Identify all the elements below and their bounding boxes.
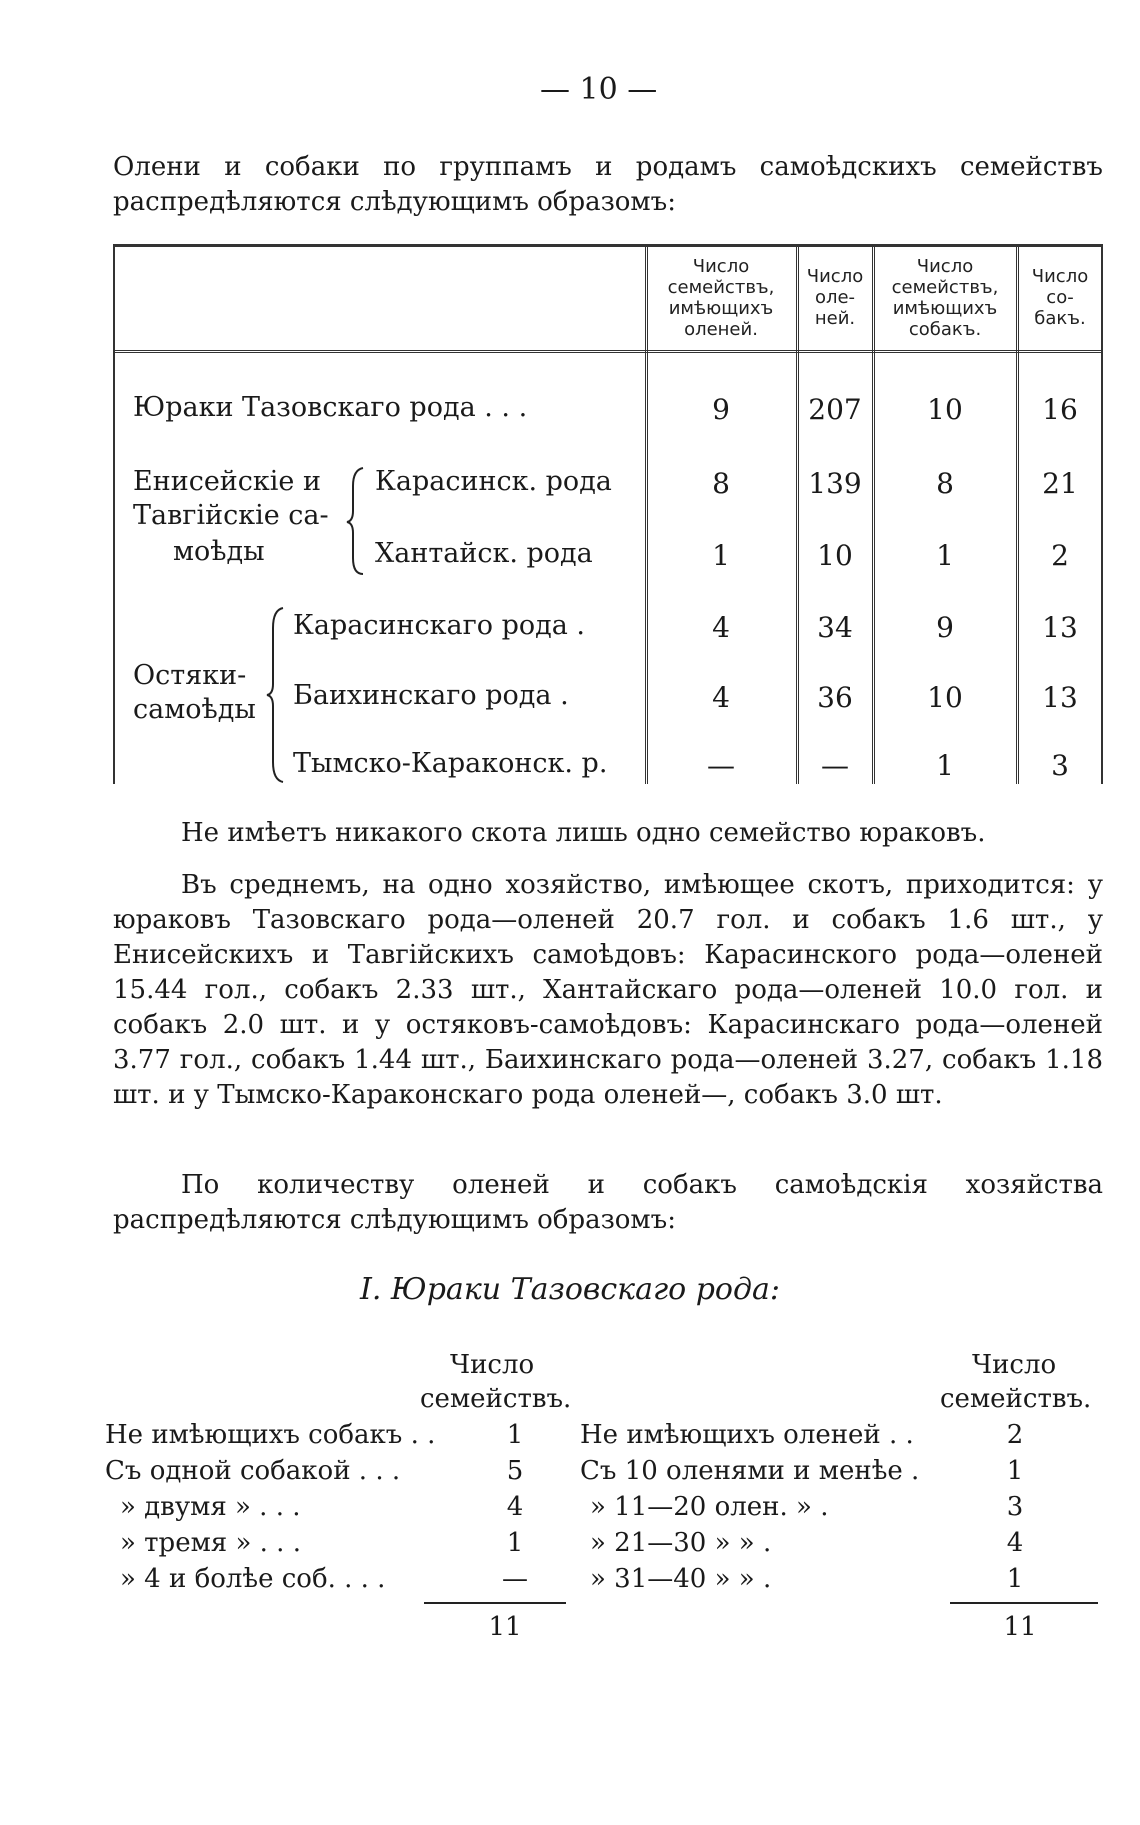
col-rule-2 — [796, 244, 799, 784]
dogs-row-value: 1 — [506, 1528, 524, 1558]
table-cell: 34 — [817, 611, 853, 644]
deer-row-label: Съ 10 оленями и менѣе . — [580, 1456, 920, 1486]
table-cell: 3 — [1051, 749, 1069, 782]
header-rule — [113, 350, 1103, 353]
intro-word: по — [383, 152, 417, 182]
deer-row-value: 1 — [1006, 1564, 1024, 1594]
page-number: — 10 — — [540, 72, 658, 107]
intro-paragraph — [113, 150, 1103, 220]
row-label: Карасинскаго рода . — [293, 610, 585, 641]
table-cell: 36 — [817, 681, 853, 714]
dogs-row-value: 4 — [506, 1492, 524, 1522]
brace-icon — [345, 466, 367, 576]
col-rule-3 — [872, 244, 875, 784]
row-label: Хантайск. рода — [375, 538, 593, 569]
dogs-row-label: Не имѣющихъ собакъ . . — [105, 1420, 436, 1450]
group-label-line: Остяки- — [133, 660, 247, 691]
deer-row-value: 1 — [1006, 1456, 1024, 1486]
intro-word: собаки — [264, 152, 360, 182]
table-cell: — — [821, 749, 849, 782]
deer-total: 11 — [1003, 1612, 1037, 1642]
table-cell: 10 — [927, 681, 963, 714]
group-label-line: Енисейскіе и — [133, 466, 321, 497]
row-label: Баихинскаго рода . — [293, 680, 569, 711]
intro-word: родамъ — [635, 152, 737, 182]
table-cell: 16 — [1042, 393, 1078, 426]
intro-word: и — [595, 152, 613, 182]
dogs-row-value: 5 — [506, 1456, 524, 1486]
intro-word: самоѣдскихъ — [759, 152, 937, 182]
table-left-rule — [113, 244, 115, 784]
header-families-with-dogs: Число семействъ, имѣющихъ собакъ. — [891, 256, 999, 340]
group-label-line: моѣды — [173, 536, 265, 567]
intro-word: и — [224, 152, 242, 182]
table-cell: 10 — [817, 539, 853, 572]
deer-row-value: 2 — [1006, 1420, 1024, 1450]
table-cell: 8 — [936, 467, 954, 500]
table-top-rule — [113, 244, 1103, 247]
intro-word: группамъ — [439, 152, 572, 182]
reindeer-dogs-table — [113, 244, 1103, 784]
table-cell: 13 — [1042, 611, 1078, 644]
header-dog-count: Число со-бакъ. — [1031, 266, 1089, 329]
deer-row-label: » 11—20 олен. » . — [590, 1492, 829, 1522]
col-rule-4 — [1016, 244, 1019, 784]
row-label: Тымско-Караконск. р. — [293, 748, 608, 779]
section-title: I. Юраки Тазовскаго рода: — [360, 1272, 780, 1307]
deer-row-value: 4 — [1006, 1528, 1024, 1558]
row-label: Карасинск. рода — [375, 466, 612, 497]
dogs-row-label: Съ одной собакой . . . — [105, 1456, 401, 1486]
table-cell: 1 — [712, 539, 730, 572]
col-rule-1 — [645, 244, 648, 784]
dogs-total: 11 — [488, 1612, 522, 1642]
row-label: Юраки Тазовскаго рода . . . — [133, 392, 528, 423]
intro-line-2: распредѣляются слѣдующимъ образомъ: — [113, 187, 676, 217]
group-label-line: Тавгійскіе са- — [133, 500, 329, 531]
deer-row-label: Не имѣющихъ оленей . . — [580, 1420, 914, 1450]
dogs-row-label: » двумя » . . . — [120, 1492, 301, 1522]
dogs-row-value: — — [502, 1564, 528, 1594]
deer-header-line: семействъ. — [940, 1384, 1092, 1414]
no-stock-paragraph: Не имѣетъ никакого скота лишь одно семейство юраковъ. — [181, 818, 986, 848]
dogs-total-rule — [424, 1602, 566, 1604]
distribution-paragraph: По количеству оленей и собакъ самоѣдскія хозяйства распредѣляются слѣдующимъ образомъ: — [113, 1170, 1103, 1235]
header-families-with-deer: Число семействъ, имѣющихъ оленей. — [667, 256, 775, 340]
table-cell: 13 — [1042, 681, 1078, 714]
table-cell: 9 — [712, 393, 730, 426]
deer-row-label: » 21—30 » » . — [590, 1528, 772, 1558]
average-paragraph: Въ среднемъ, на одно хозяйство, имѣющее скотъ, приходится: у юраковъ Тазовскаго рода—оленей 20.7 гол. и собакъ 1.6 шт., у Енисейскихъ и Тавгійскихъ самоѣдовъ: Карасинского рода—оленей 15.44 гол., собакъ 2.33 шт., Хантайскаго рода—оленей 10.0 гол. и собакъ 2.0 шт. и у остяковъ-самоѣдовъ: Карасинскаго рода—оленей 3.77 гол., собакъ 1.44 шт., Баихинскаго рода—оленей 3.27, собакъ 1.18 шт. и у Тымско-Караконскаго рода оленей—, собакъ 3.0 шт. — [113, 870, 1103, 1110]
table-cell: 1 — [936, 749, 954, 782]
table-right-rule — [1101, 244, 1103, 784]
dogs-header-line: семействъ. — [420, 1384, 572, 1414]
intro-word: Олени — [113, 152, 201, 182]
table-cell: 21 — [1042, 467, 1078, 500]
deer-row-value: 3 — [1006, 1492, 1024, 1522]
table-cell: — — [707, 749, 735, 782]
dogs-row-label: » 4 и болѣе соб. . . . — [120, 1564, 386, 1594]
dogs-row-value: 1 — [506, 1420, 524, 1450]
dogs-row-label: » тремя » . . . — [120, 1528, 301, 1558]
brace-icon — [265, 606, 287, 784]
table-cell: 139 — [808, 467, 862, 500]
dogs-header-line: Число — [450, 1350, 535, 1380]
deer-row-label: » 31—40 » » . — [590, 1564, 772, 1594]
deer-total-rule — [950, 1602, 1098, 1604]
intro-word: семействъ — [959, 152, 1103, 182]
header-deer-count: Число оле-ней. — [806, 266, 864, 329]
table-cell: 2 — [1051, 539, 1069, 572]
intro-line-1 — [113, 150, 1103, 185]
table-cell: 4 — [712, 611, 730, 644]
table-cell: 10 — [927, 393, 963, 426]
table-cell: 4 — [712, 681, 730, 714]
table-cell: 8 — [712, 467, 730, 500]
table-cell: 9 — [936, 611, 954, 644]
table-cell: 207 — [808, 393, 862, 426]
group-label-line: самоѣды — [133, 694, 256, 725]
deer-header-line: Число — [972, 1350, 1057, 1380]
table-cell: 1 — [936, 539, 954, 572]
